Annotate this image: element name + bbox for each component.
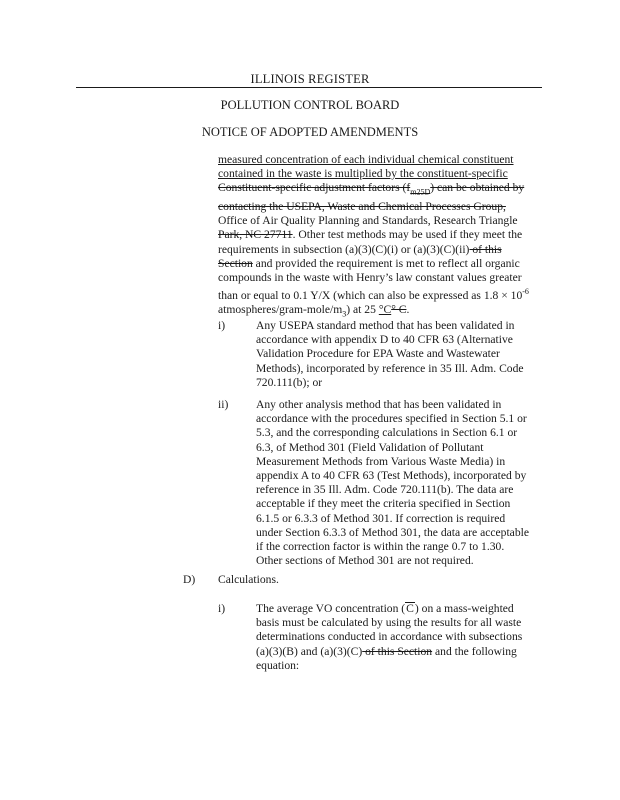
intro-line: Constituent-specific adjustment factors $(f_{m25D})$ can be obtained by (218, 181, 525, 197)
intro-line: contacting the USEPA, Waste and Chemical Processes Group, (218, 199, 506, 213)
section-d-title: Calculations. (218, 573, 279, 586)
item-cii-line: 6.3, of Method 301 (Field Validation of Pollutant (256, 440, 484, 454)
item-di-line: The average VO concentration (C) on a mass-weighted (256, 602, 514, 615)
item-cii-line: 5.3, and the corresponding calculations in Section 6.1 or (256, 426, 518, 440)
register-title: ILLINOIS REGISTER (250, 72, 370, 86)
item-cii-line: acceptable if they meet the criteria specified in Section (256, 497, 511, 511)
item-ci-line: accordance with appendix D to 40 CFR 63 (Alternative (256, 333, 513, 347)
item-cii-line: Any other analysis method that has been validated in (256, 398, 502, 411)
item-ci-line: Validation Procedure for EPA Waste and Wastewater (256, 347, 500, 361)
item-di-line: determinations conducted in accordance with subsections (256, 630, 523, 644)
board-name: POLLUTION CONTROL BOARD (220, 98, 400, 112)
item-ci-line: Any USEPA standard method that has been validated in (256, 319, 515, 332)
item-di-line: (a)(3)(B) and (a)(3)(C) of this Section and the following (256, 644, 517, 658)
item-cii-marker: ii) (218, 398, 229, 411)
c-bar-symbol: C (406, 602, 414, 615)
intro-line: Office of Air Quality Planning and Standards, Research Triangle (218, 214, 518, 228)
item-cii-line: Other sections of Method 301 are not required. (256, 554, 474, 568)
intro-line: contained in the waste is multiplied by the constituent-specific (218, 167, 508, 181)
item-cii-line: under Section 6.3.3 of Method 301, the data are acceptable (256, 525, 529, 539)
item-di-line: basis must be calculated by using the results for all waste (256, 616, 522, 630)
intro-line: requirements in subsection (a)(3)(C)(i) or (a)(3)(C)(ii) of this (218, 242, 502, 256)
item-ci-line: Methods), incorporated by reference in 35 Ill. Adm. Code (256, 361, 524, 375)
item-cii-line: if the correction factor is within the range 0.7 to 1.30. (256, 540, 505, 554)
item-di-line: equation: (256, 658, 300, 672)
item-ci-marker: i) (218, 319, 226, 332)
intro-line: Park, NC 27711. Other test methods may be used if they meet the (218, 228, 523, 242)
item-cii-line: accordance with the procedures specified in Section 5.1 or (256, 412, 527, 426)
item-cii-line: appendix A to 40 CFR 63 (Test Methods), incorporated by (256, 469, 527, 483)
notice-heading: NOTICE OF ADOPTED AMENDMENTS (201, 125, 419, 139)
item-cii-line: reference in 35 Ill. Adm. Code 720.111(b). The data are (256, 483, 514, 497)
intro-line: atmospheres/$gram-mole/m_3$) at 25 °C° C. (218, 303, 410, 319)
intro-line: Section and provided the requirement is met to reflect all organic (218, 256, 520, 270)
item-cii-line: Measurement Methods from Various Waste Media) in (256, 454, 506, 468)
section-d-marker: D) (183, 573, 196, 586)
item-ci-line: 720.111(b); or (256, 375, 323, 389)
item-cii-text (256, 398, 546, 568)
intro-line: measured concentration of each individual chemical constituent (218, 153, 514, 166)
intro-paragraph (218, 153, 548, 322)
header-rule (76, 87, 542, 88)
item-di-text (256, 602, 546, 673)
intro-line: than or equal to 0.1 Y/X (which can also be expressed as $1.8 \times 10^{-6}$ (218, 287, 529, 302)
item-cii-line: 6.1.5 or 6.3.3 of Method 301. If correction is required (256, 511, 506, 525)
item-di-marker: i) (218, 602, 226, 615)
intro-line: compounds in the waste with Henry’s law constant values greater (218, 270, 522, 284)
item-ci-text (256, 319, 546, 390)
